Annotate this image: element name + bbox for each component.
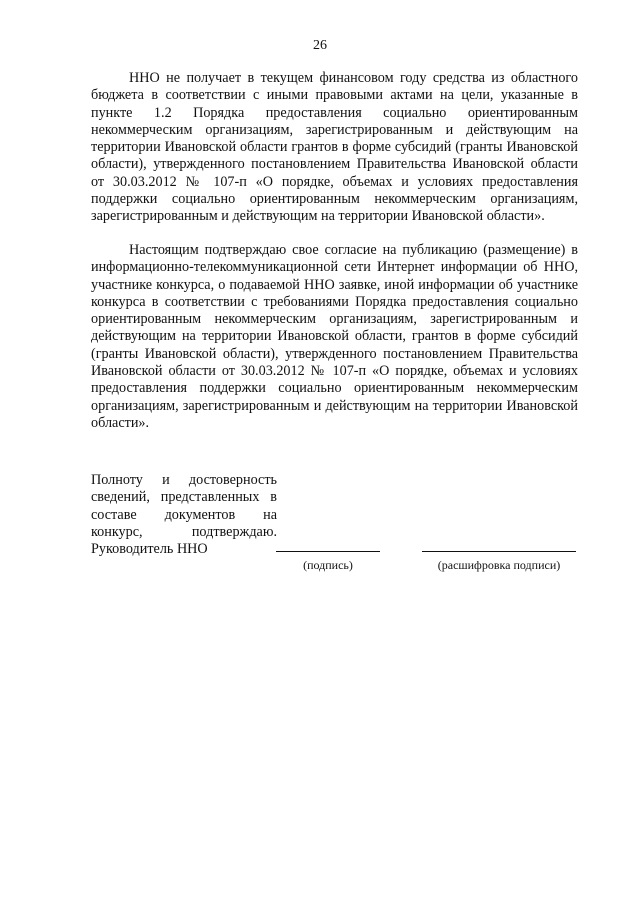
signature-caption: (подпись) bbox=[303, 558, 353, 572]
confirmation-statement: Полноту и достоверность сведений, представленных в составе документов на конкурс, подтверждаю. bbox=[91, 472, 277, 540]
page-number: 26 bbox=[313, 38, 327, 53]
paragraph-no-other-funding: ННО не получает в текущем финансовом году средства из областного бюджета в соответствии с иными правовыми актами на цели, указанные в пункте 1.2 Порядка предоставления социально ориентированным некоммерческим организациям, зарегистрированным и действующим на территории Ивановской области грантов в форме субсидий (гранты Ивановской области), утвержденного постановлением Правительства Ивановской области от 30.03.2012 № 107-п «О порядке, объемах и условиях предоставления поддержки социально ориентированным некоммерческим организациям, зарегистрированным и действующим на территории Ивановской области». bbox=[91, 70, 578, 225]
signature-decode-caption: (расшифровка подписи) bbox=[437, 558, 561, 572]
head-of-organization-label: Руководитель ННО bbox=[91, 541, 208, 557]
signature-line bbox=[276, 551, 380, 552]
paragraph-publication-consent: Настоящим подтверждаю свое согласие на публикацию (размещение) в информационно-телекоммуникационной сети Интернет информации об ННО, участнике конкурса, о подаваемой ННО заявке, иной информации об участнике конкурса в соответствии с требованиями Порядка предоставления социально ориентированным некоммерческим организациям, зарегистрированным и действующим на территории Ивановской области, грантов в форме субсидий (гранты Ивановской области), утвержденного постановлением Правительства Ивановской области от 30.03.2012 № 107-п «О порядке, объемах и условиях предоставления поддержки социально ориентированным некоммерческим организациям, зарегистрированным и действующим на территории Ивановской области». bbox=[91, 242, 578, 431]
signature-decode-line bbox=[422, 551, 576, 552]
